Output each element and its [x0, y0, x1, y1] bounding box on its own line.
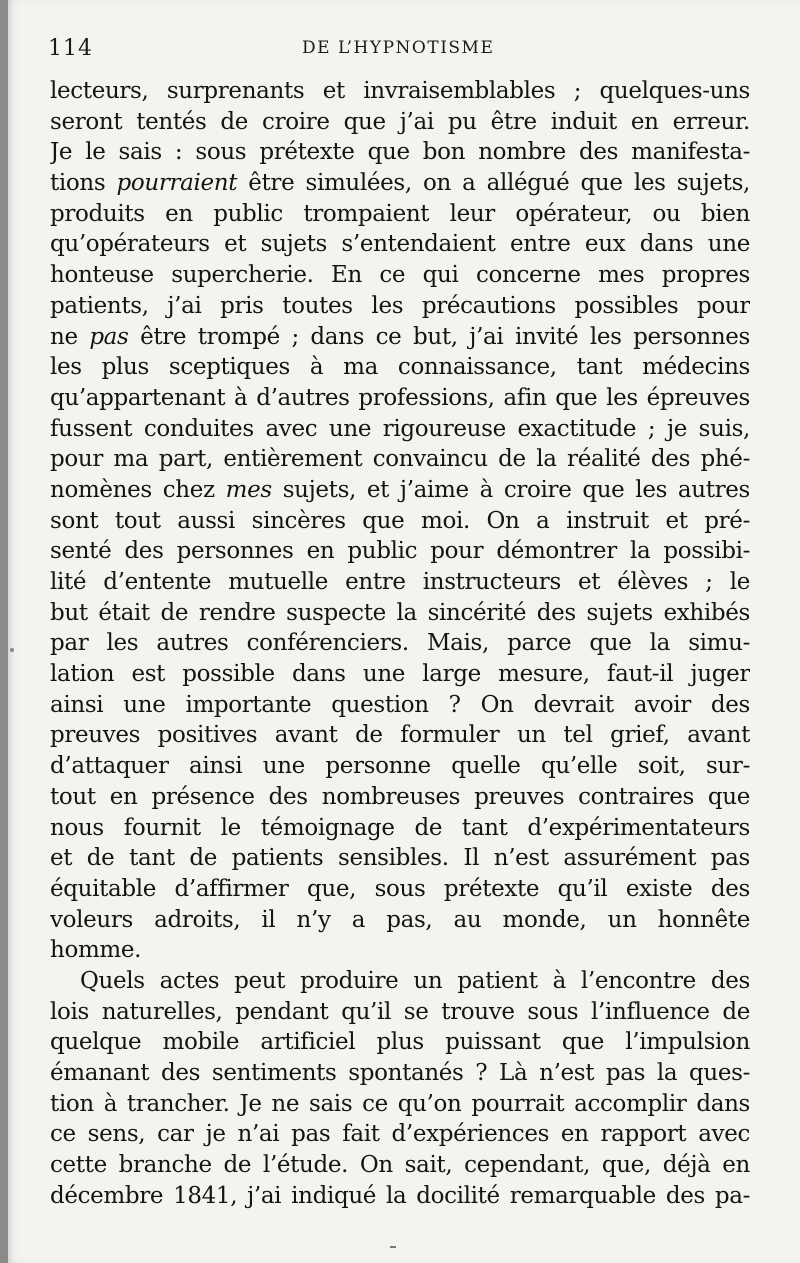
footer-mark [390, 1246, 396, 1248]
text-line: sont tout aussi sincères que moi. On a instruit et pré- [50, 507, 750, 534]
text-line: lecteurs, surprenants et invraisemblables ; quelques-uns [50, 78, 750, 104]
italic-word: mes [225, 476, 272, 503]
text-segment: sujets, et j’aime à croire que les autres [271, 476, 750, 503]
ink-speck [10, 648, 14, 652]
text-segment: être simulées, on a allégué que les sujets, [237, 170, 750, 197]
text-line: senté des personnes en public pour démontrer la possibi- [50, 538, 750, 565]
text-line: but était de rendre suspecte la sincérité des sujets exhibés [50, 599, 750, 626]
text-line: par les autres conférenciers. Mais, parce que la simu- [50, 630, 750, 657]
italic-word: pas [89, 323, 129, 350]
text-line: décembre 1841, j’ai indiqué la docilité remarquable des pa- [50, 1182, 750, 1209]
text-line: lité d’entente mutuelle entre instructeurs et élèves ; le [50, 569, 750, 595]
text-line: d’attaquer ainsi une personne quelle qu’elle soit, sur- [50, 753, 750, 780]
page-number: 114 [48, 36, 93, 61]
text-line [50, 322, 750, 353]
text-line: émanant des sentiments spontanés ? Là n’est pas la ques- [50, 1060, 750, 1086]
text-line: tout en présence des nombreuses preuves contraires que [50, 783, 750, 810]
text-line: patients, j’ai pris toutes les précautions possibles pour [50, 292, 750, 319]
text-line: quelque mobile artificiel plus puissant que l’impulsion [50, 1029, 750, 1056]
text-line: honteuse supercherie. En ce qui concerne mes propres [50, 262, 750, 289]
text-line: Je le sais : sous prétexte que bon nombre des manifesta- [50, 139, 750, 166]
text-line: les plus sceptiques à ma connaissance, tant médecins [50, 354, 750, 381]
text-line: fussent conduites avec une rigoureuse exactitude ; je suis, [50, 415, 750, 442]
text-line: lois naturelles, pendant qu’il se trouve sous l’influence de [50, 998, 750, 1025]
text-line: voleurs adroits, il n’y a pas, au monde, un honnête [50, 906, 750, 933]
body-text [50, 76, 750, 1211]
text-line: cette branche de l’étude. On sait, cependant, que, déjà en [50, 1152, 750, 1179]
running-head: DE L’HYPNOTISME [302, 38, 495, 58]
text-segment: nomènes chez [50, 476, 226, 503]
text-line: preuves positives avant de formuler un tel grief, avant [50, 722, 750, 749]
text-line: tion à trancher. Je ne sais ce qu’on pourrait accomplir dans [50, 1090, 750, 1117]
text-line: ainsi une importante question ? On devrait avoir des [50, 691, 750, 718]
page-header [48, 36, 748, 64]
text-line: équitable d’affirmer que, sous prétexte qu’il existe des [50, 875, 750, 902]
text-segment: être trompé ; dans ce but, j’ai invité les personnes [128, 323, 750, 350]
book-page [8, 0, 800, 1263]
text-line: lation est possible dans une large mesure, faut-il juger [50, 661, 750, 688]
text-line [50, 475, 750, 506]
text-line: ce sens, car je n’ai pas fait d’expériences en rapport avec [50, 1121, 750, 1148]
text-line [50, 168, 750, 199]
text-line: qu’appartenant à d’autres professions, afin que les épreuves [50, 384, 750, 411]
text-line: pour ma part, entièrement convaincu de la réalité des phé- [50, 446, 750, 473]
text-line: qu’opérateurs et sujets s’entendaient entre eux dans une [50, 231, 750, 258]
text-line: seront tentés de croire que j’ai pu être induit en erreur. [50, 108, 750, 135]
text-segment: ne [50, 323, 90, 350]
italic-word: pourraient [116, 170, 238, 197]
text-segment: tions [50, 170, 117, 197]
text-line: et de tant de patients sensibles. Il n’est assurément pas [50, 845, 750, 872]
text-line: homme. [50, 937, 142, 964]
paragraph-first-line: Quels actes peut produire un patient à l’encontre des [80, 967, 750, 994]
text-line: produits en public trompaient leur opérateur, ou bien [50, 200, 750, 227]
text-line: nous fournit le témoignage de tant d’expérimentateurs [50, 814, 750, 841]
